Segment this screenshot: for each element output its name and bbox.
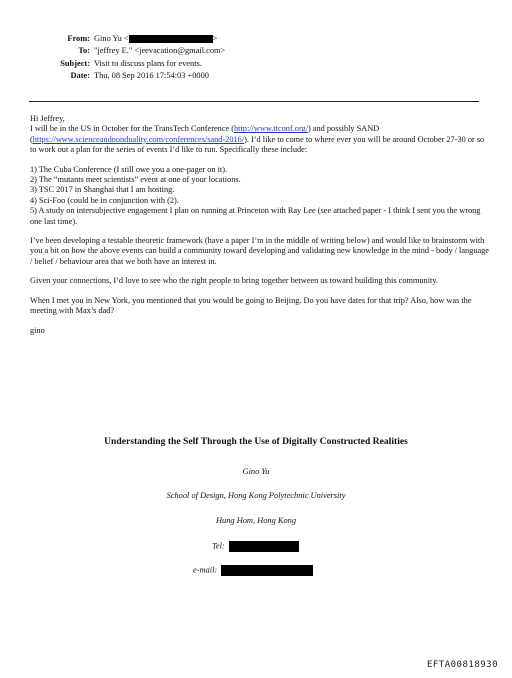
subject-label: Subject: xyxy=(60,58,90,68)
intro-text-b: ) and possibly SAND ( xyxy=(30,124,380,144)
signoff: gino xyxy=(30,325,45,335)
event-list xyxy=(30,165,492,227)
to-label: To: xyxy=(78,46,90,56)
email-row xyxy=(193,565,313,576)
date-value: Thu, 08 Sep 2016 17:54:03 +0000 xyxy=(94,71,209,81)
redaction-box xyxy=(129,35,213,43)
tel-label: Tel: xyxy=(212,541,225,551)
paragraph-beijing: When I met you in New York, you mentioned that you would be going to Beijing. Do you have dates for that trip? Also, how was the meeting with Max’s dad? xyxy=(30,295,472,316)
list-item: 3) TSC 2017 in Shanghai that I am hosting. xyxy=(30,185,175,195)
email-body xyxy=(30,114,492,345)
intro-text-a: I will be in the US in October for the TransTech Conference ( xyxy=(30,124,235,134)
list-item: 1) The Cuba Conference (I still owe you a one-pager on it). xyxy=(30,164,228,174)
to-row xyxy=(30,45,225,57)
paragraph-connections: Given your connections, I’d love to see who the right people to bring together between us toward building this community. xyxy=(30,276,438,286)
email-header xyxy=(30,33,225,83)
redaction-box xyxy=(221,565,313,576)
list-item: 4) Sci-Foo (could be in conjunction with (2). xyxy=(30,195,179,205)
paper-affiliation: School of Design, Hong Kong Polytechnic University xyxy=(166,491,346,500)
from-row xyxy=(30,33,225,45)
bates-number: EFTA00818930 xyxy=(426,660,498,670)
tel-row xyxy=(212,541,299,552)
email-label: e-mail: xyxy=(193,565,218,575)
from-close: > xyxy=(212,34,218,43)
intro-text-c: ). I’d like to come to where ever you will be around October 27-30 or so to work out a plan for the series of events I’d like to run. Specifically these include: xyxy=(30,134,485,155)
date-label: Date: xyxy=(70,71,90,81)
list-item: 5) A study on intersubjective engagement I plan on running at Princeton with Ray Lee (see attached paper - I think I sent you the wrong one last time). xyxy=(30,206,481,226)
header-divider xyxy=(29,101,479,102)
redaction-box xyxy=(229,541,299,552)
paragraph-intro xyxy=(30,124,492,155)
subject-value: Visit to discuss plans for events. xyxy=(94,58,202,68)
to-value: "jeffrey E." <jeevacation@gmail.com> xyxy=(94,46,226,56)
paper-address: Hung Hom, Hong Kong xyxy=(215,516,297,525)
date-row xyxy=(30,70,225,82)
paper-author: Gino Yu xyxy=(242,467,270,476)
subject-row xyxy=(30,58,225,70)
from-name: Gino Yu < xyxy=(94,34,129,43)
paper-title: Understanding the Self Through the Use of Digitally Constructed Realities xyxy=(104,436,408,447)
list-item: 2) The “mutants meet scientists” event at one of your locations. xyxy=(30,175,241,185)
paragraph-framework: I’ve been developing a testable theoretic framework (have a paper I’m in the middle of writing below) and would like to brainstorm with you a bit on how the above events can build a community toward developing and validating new knowledge in the mind - body / language / belief / behaviour area that we both have an interest in. xyxy=(30,236,489,266)
greeting: Hi Jeffrey, xyxy=(30,114,65,123)
from-label: From: xyxy=(67,34,90,43)
ttconf-link[interactable]: http://www.ttconf.org/ xyxy=(234,124,309,134)
sand-link[interactable]: https://www.scienceandnonduality.com/conferences/sand-2016/ xyxy=(32,134,245,144)
